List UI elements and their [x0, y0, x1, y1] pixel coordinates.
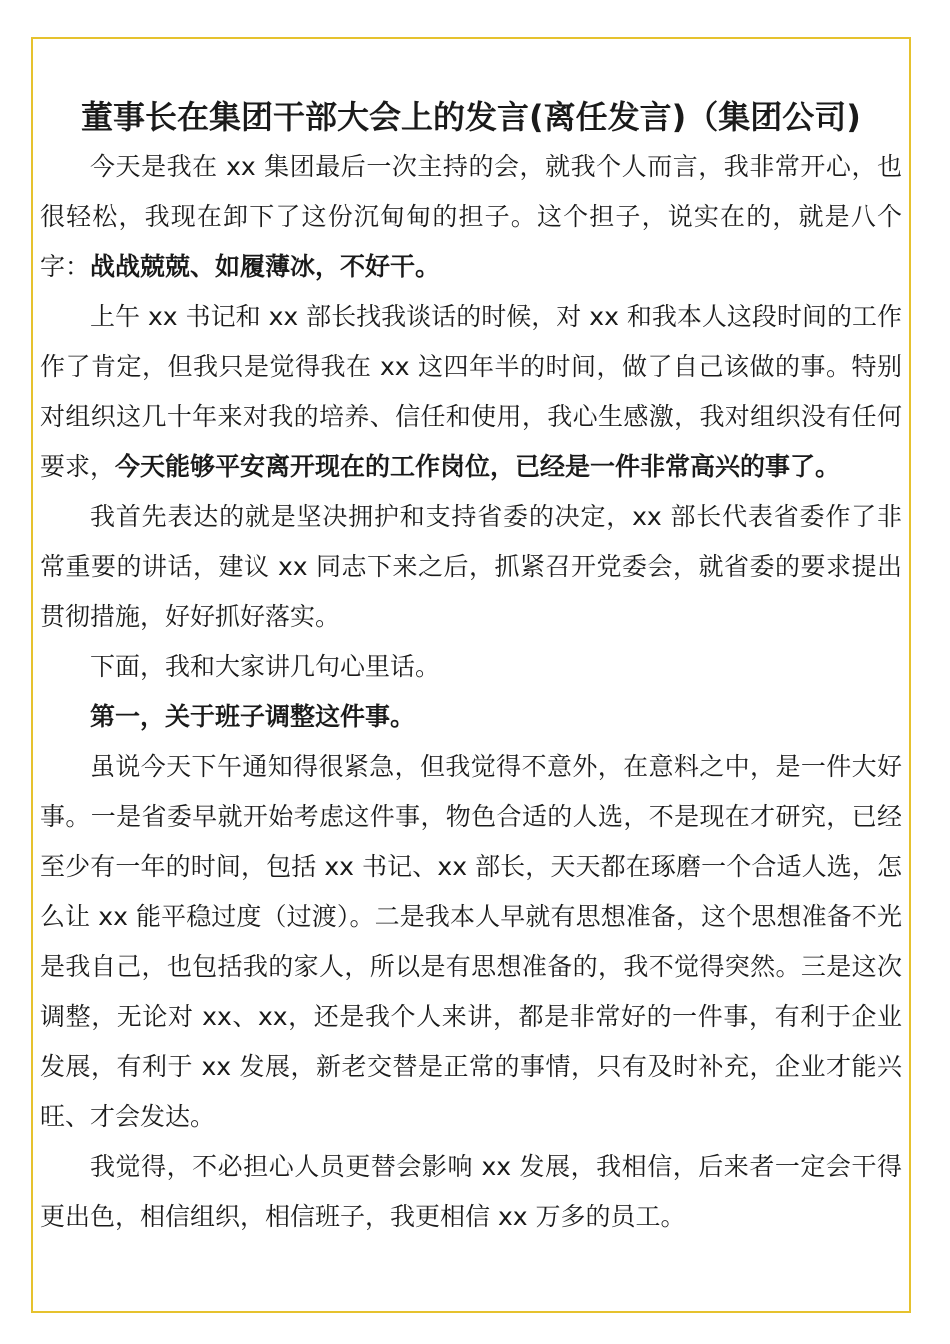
- paragraph-text: 今天是我在 xx 集团最后一次主持的会，就我个人而言，我非常开心，也很轻松，我现在卸下了这份沉甸甸的担子。这个担子，说实在的，就是八个字：: [40, 152, 902, 281]
- paragraph-1: [40, 142, 902, 292]
- document-title: 董事长在集团干部大会上的发言(离任发言)（集团公司): [81, 98, 861, 136]
- paragraph-text: 下面，我和大家讲几句心里话。: [90, 652, 441, 681]
- paragraph-text: 上午 xx 书记和 xx 部长找我谈话的时候，对 xx 和我本人这段时间的工作作了肯定，但我只是觉得我在 xx 这四年半的时间，做了自己该做的事。特别对组织这几十年来对我的培养、信任和使用，我心生感激，我对组织没有任何要求，: [40, 302, 902, 481]
- paragraph-5: [40, 742, 902, 1142]
- paragraph-3: [40, 492, 902, 642]
- paragraph-text: 虽说今天下午通知得很紧急，但我觉得不意外，在意料之中，是一件大好事。一是省委早就开始考虑这件事，物色合适的人选，不是现在才研究，已经至少有一年的时间，包括 xx 书记、xx 部长，天天都在琢磨一个合适人选，怎么让 xx 能平稳过度（过渡）。二是我本人早就有思想准备，这个思想准备不光是我自己，也包括我的家人，所以是有思想准备的，我不觉得突然。三是这次调整，无论对 xx、xx，还是我个人来讲，都是非常好的一件事，有利于企业发展，有利于 xx 发展，新老交替是正常的事情，只有及时补充，企业才能兴旺、才会发达。: [40, 752, 902, 1131]
- document-body: [40, 92, 902, 1242]
- paragraph-4: [40, 642, 902, 692]
- paragraph-text: 我首先表达的就是坚决拥护和支持省委的决定，xx 部长代表省委作了非常重要的讲话，建议 xx 同志下来之后，抓紧召开党委会，就省委的要求提出贯彻措施，好好抓好落实。: [40, 502, 902, 631]
- paragraph-2: [40, 292, 902, 492]
- paragraph-6: [40, 1142, 902, 1242]
- paragraph-text: 我觉得，不必担心人员更替会影响 xx 发展，我相信，后来者一定会干得更出色，相信组织，相信班子，我更相信 xx 万多的员工。: [40, 1152, 902, 1231]
- paragraph-emphasis: 战战兢兢、如履薄冰，不好干。: [90, 252, 441, 281]
- paragraph-emphasis: 今天能够平安离开现在的工作岗位，已经是一件非常高兴的事了。: [115, 452, 841, 481]
- section-heading-1: [40, 692, 902, 742]
- paragraph-emphasis: 第一，关于班子调整这件事。: [90, 702, 416, 731]
